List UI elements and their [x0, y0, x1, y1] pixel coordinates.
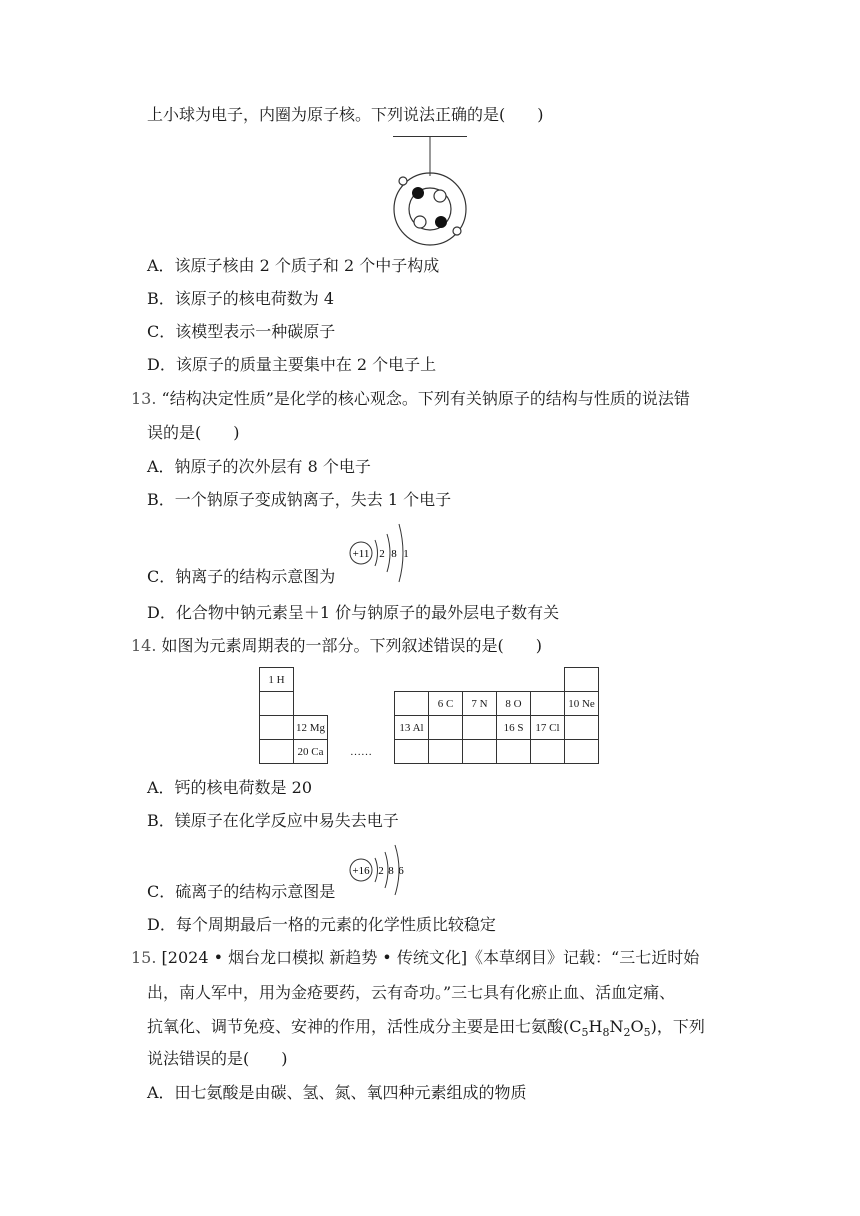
sodium-atom-structure-diagram	[345, 520, 415, 586]
q14-number: 14.	[131, 636, 157, 655]
q15-line2: 出，南人军中，用为金疮要药，云有奇功。”三七具有化瘀止血、活血定痛、	[147, 983, 676, 1002]
q15-option-a: A．田七氨酸是由碳、氢、氮、氧四种元素组成的物质	[147, 1083, 527, 1102]
cell-cl: 17 Cl	[531, 716, 565, 740]
s-shell-2: 8	[388, 865, 394, 877]
cell-ne: 10 Ne	[565, 692, 599, 716]
q13-stem-line1: 13. “结构决定性质”是化学的核心观念。下列有关钠原子的结构与性质的说法错	[131, 389, 690, 408]
s-nucleus-label: +16	[352, 865, 370, 877]
s-shell-1: 2	[378, 865, 384, 877]
cell-mg: 12 Mg	[294, 716, 328, 740]
q12-option-d: D．该原子的质量主要集中在 2 个电子上	[147, 355, 437, 374]
na-shell-3: 1	[403, 548, 409, 560]
q14-option-d: D．每个周期最后一格的元素的化学性质比较稳定	[147, 915, 496, 934]
q14-option-b: B．镁原子在化学反应中易失去电子	[147, 811, 399, 830]
na-shell-2: 8	[391, 548, 397, 560]
cell-o: 8 O	[497, 692, 531, 716]
helium-atom-model-diagram	[385, 136, 475, 246]
cell-ca: 20 Ca	[294, 740, 328, 764]
q12-option-b: B．该原子的核电荷数为 4	[147, 289, 335, 308]
periodic-table-excerpt	[259, 667, 599, 764]
q12-stem-tail: 上小球为电子，内圈为原子核。下列说法正确的是( )	[147, 105, 544, 124]
q15-number: 15.	[131, 948, 157, 967]
q15-line1: 15. [2024 • 烟台龙口模拟 新趋势 • 传统文化]《本草纲目》记载：“三七近时始	[131, 948, 700, 967]
q13-option-a: A．钠原子的次外层有 8 个电子	[147, 457, 371, 476]
q12-option-c: C．该模型表示一种碳原子	[147, 322, 336, 341]
q15-line3: 抗氧化、调节免疫、安神的作用，活性成分主要是田七氨酸$(C_5H_8N_2O_5)$，下列	[147, 1017, 705, 1040]
na-shell-1: 2	[379, 548, 385, 560]
s-shell-3: 6	[398, 865, 404, 877]
q13-stem-line2: 误的是( )	[147, 423, 240, 442]
q13-option-b: B．一个钠原子变成钠离子，失去 1 个电子	[147, 490, 452, 509]
q14-stem: 14. 如图为元素周期表的一部分。下列叙述错误的是( )	[131, 636, 543, 655]
na-nucleus-label: +11	[352, 548, 370, 560]
q13-option-d: D．化合物中钠元素呈＋1 价与钠原子的最外层电子数有关	[147, 603, 560, 622]
q13-number: 13.	[131, 389, 157, 408]
cell-ellipsis: ……	[350, 745, 372, 758]
cell-n: 7 N	[463, 692, 497, 716]
q12-option-a: A．该原子核由 2 个质子和 2 个中子构成	[147, 256, 440, 275]
q14-option-c: C．硫离子的结构示意图是	[147, 882, 336, 901]
sulfur-ion-structure-diagram	[345, 842, 407, 898]
cell-al: 13 Al	[395, 716, 429, 740]
q15-line4: 说法错误的是( )	[147, 1049, 288, 1068]
cell-h: 1 H	[260, 668, 294, 692]
q13-option-c: C．钠离子的结构示意图为	[147, 567, 336, 586]
q14-option-a: A．钙的核电荷数是 20	[147, 778, 313, 797]
cell-s: 16 S	[497, 716, 531, 740]
cell-c: 6 C	[429, 692, 463, 716]
